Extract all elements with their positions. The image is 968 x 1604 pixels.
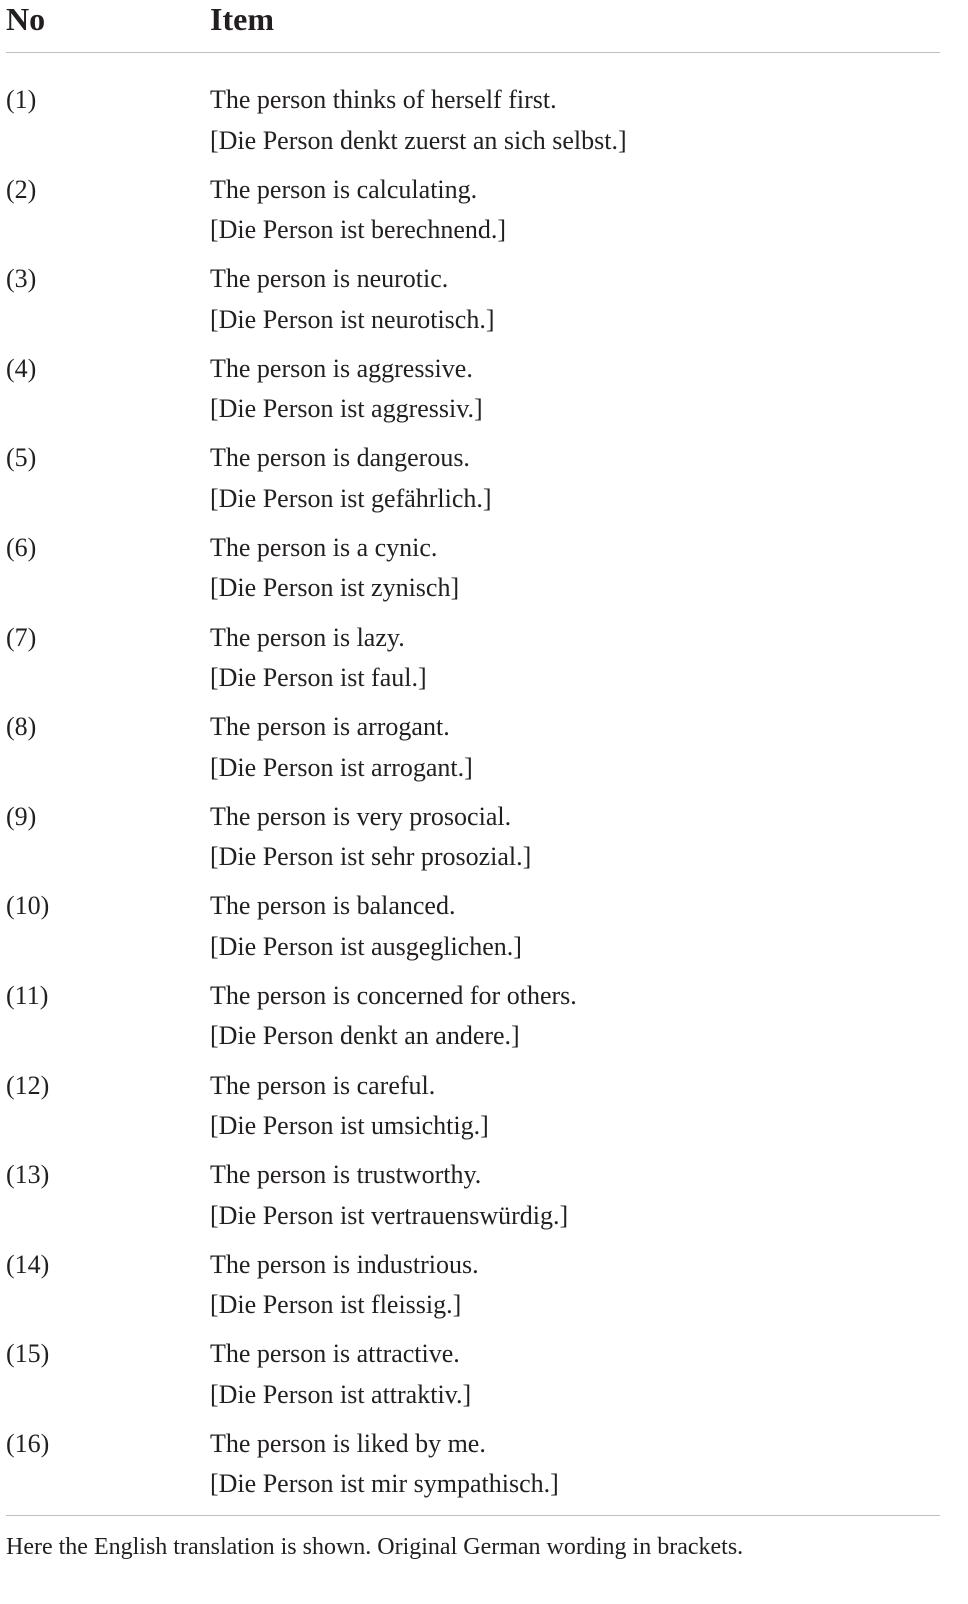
item-german: [Die Person ist mir sympathisch.] [210, 1469, 559, 1499]
table-row [6, 1155, 940, 1245]
row-item [210, 170, 506, 251]
item-english: The person is liked by me. [210, 1428, 486, 1458]
row-item [210, 976, 577, 1057]
item-english: The person is a cynic. [210, 532, 438, 562]
row-item [210, 528, 459, 609]
row-item [210, 259, 495, 340]
table-row [6, 1066, 940, 1156]
item-german: [Die Person ist umsichtig.] [210, 1111, 489, 1141]
item-german: [Die Person ist fleissig.] [210, 1290, 462, 1320]
item-english: The person is concerned for others. [210, 980, 577, 1010]
item-english: The person is trustworthy. [210, 1160, 482, 1190]
row-item [210, 1245, 479, 1326]
item-german: [Die Person ist berechnend.] [210, 215, 507, 245]
row-item [210, 1155, 568, 1236]
item-english: The person is calculating. [210, 174, 478, 204]
row-number: (16) [6, 1428, 50, 1458]
row-number: (7) [6, 622, 37, 652]
item-english: The person is aggressive. [210, 353, 473, 383]
row-item [210, 438, 492, 519]
row-number: (10) [6, 891, 50, 921]
row-number: (5) [6, 443, 37, 473]
row-number: (9) [6, 801, 37, 831]
item-german: [Die Person ist ausgeglichen.] [210, 931, 522, 961]
table-row [6, 438, 940, 528]
table-row [6, 170, 940, 260]
header-item: Item [210, 1, 274, 37]
item-german: [Die Person ist attraktiv.] [210, 1379, 472, 1409]
item-english: The person is attractive. [210, 1339, 460, 1369]
footer-divider [6, 1515, 940, 1516]
table-row [6, 349, 940, 439]
item-german: [Die Person ist zynisch] [210, 573, 460, 603]
item-english: The person is arrogant. [210, 712, 450, 742]
item-german: [Die Person ist aggressiv.] [210, 394, 483, 424]
row-item [210, 1066, 489, 1147]
item-german: [Die Person ist arrogant.] [210, 752, 473, 782]
header-no: No [6, 1, 46, 37]
row-number: (1) [6, 85, 37, 114]
item-english: The person thinks of herself first. [210, 85, 557, 114]
table-row [6, 1424, 940, 1514]
row-item [210, 349, 483, 430]
row-number: (8) [6, 712, 37, 742]
table-row [6, 259, 940, 349]
table-body [6, 53, 940, 1514]
row-number: (13) [6, 1160, 50, 1190]
item-english: The person is dangerous. [210, 443, 470, 473]
item-german: [Die Person ist neurotisch.] [210, 304, 495, 334]
row-item [210, 886, 522, 967]
item-german: [Die Person denkt zuerst an sich selbst.] [210, 125, 627, 155]
table-row [6, 797, 940, 887]
table-row [6, 976, 940, 1066]
row-number: (11) [6, 980, 49, 1010]
table-header [6, 0, 940, 53]
table-row [6, 80, 940, 170]
row-item [210, 1424, 559, 1505]
item-english: The person is lazy. [210, 622, 405, 652]
row-number: (15) [6, 1339, 50, 1369]
table-row [6, 528, 940, 618]
table-row [6, 886, 940, 976]
item-english: The person is careful. [210, 1070, 436, 1100]
row-number: (12) [6, 1070, 50, 1100]
row-item [210, 80, 627, 161]
row-item [210, 618, 427, 699]
row-number: (4) [6, 353, 37, 383]
row-item [210, 797, 531, 878]
row-number: (3) [6, 264, 37, 294]
item-german: [Die Person ist faul.] [210, 663, 427, 693]
table-row [6, 618, 940, 708]
item-english: The person is very prosocial. [210, 801, 512, 831]
row-item [210, 707, 473, 788]
row-number: (6) [6, 532, 37, 562]
table-row [6, 707, 940, 797]
item-german: [Die Person ist gefährlich.] [210, 483, 492, 513]
item-german: [Die Person ist vertrauenswürdig.] [210, 1200, 569, 1230]
row-number: (14) [6, 1249, 50, 1279]
item-german: [Die Person denkt an andere.] [210, 1021, 520, 1051]
table-row [6, 1334, 940, 1424]
row-item [210, 1334, 471, 1415]
item-german: [Die Person ist sehr prosozial.] [210, 842, 532, 872]
table-row [6, 1245, 940, 1335]
item-english: The person is neurotic. [210, 264, 449, 294]
table-footnote: Here the English translation is shown. Original German wording in brackets. [6, 1534, 744, 1560]
item-english: The person is industrious. [210, 1249, 479, 1279]
item-english: The person is balanced. [210, 891, 456, 921]
row-number: (2) [6, 174, 37, 204]
items-table [6, 0, 940, 1514]
